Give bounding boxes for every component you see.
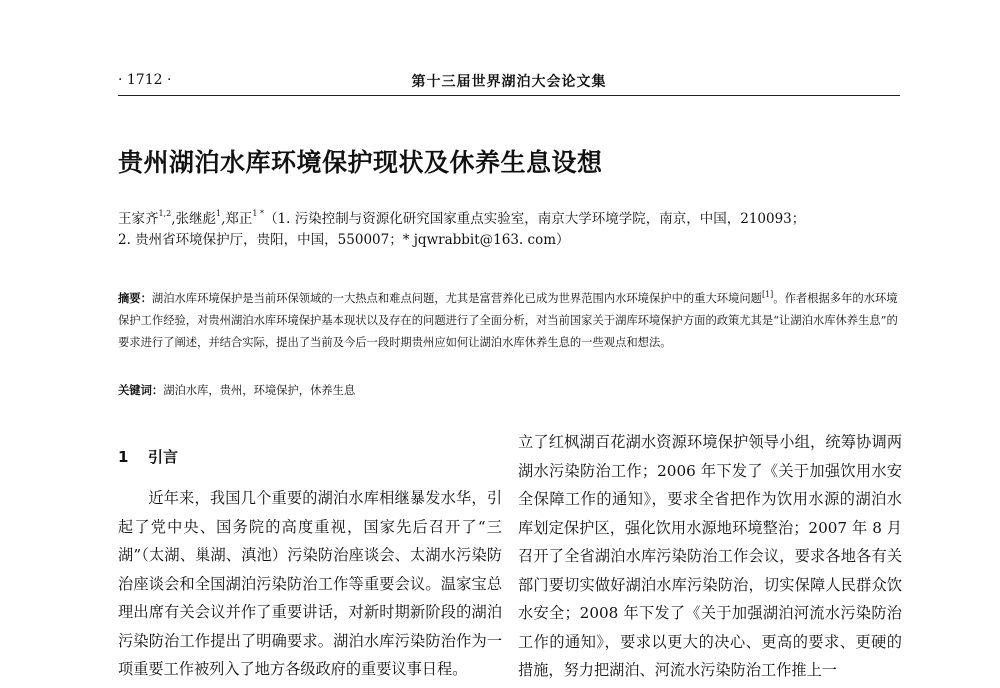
keywords-text: 湖泊水库，贵州，环境保护，休养生息: [163, 384, 356, 397]
section-title: 引言: [148, 448, 179, 466]
author-name: 郑正: [225, 211, 253, 227]
page-number: · 1712 ·: [118, 72, 172, 88]
header-rule: [118, 95, 900, 96]
section-number: 1: [118, 448, 129, 466]
abstract-text-continued: 。作者根据多年的水环境保护工作经验，对贵州湖泊水库环境保护基本现状以及存在的问题进行了全面分析，对当前国家关于湖库环境保护方面的政策尤其是“让湖泊水库休养生息”的要求进行了阐述，并结合实际，提出了当前及今后一段时期贵州应如何让湖泊水库休养生息的一些观点和想法。: [118, 292, 898, 349]
abstract-text: 湖泊水库环境保护是当前环保领域的一大热点和难点问题，尤其是富营养化已成为世界范围内水环境保护中的重大环境问题: [151, 292, 762, 305]
affiliation-line-1: （1. 污染控制与资源化研究国家重点实验室，南京大学环境学院，南京，中国，210093；: [264, 211, 806, 227]
author-separator: ,: [171, 211, 176, 227]
body-column-right: 立了红枫湖百花湖水资源环境保护领导小组，统筹协调两湖水污染防治工作；2006 年下发了《关于加强饮用水安全保障工作的通知》，要求全省把作为饮用水源的湖泊水库划定保护区，强化饮用水源地环境整治；2007 年 8 月召开了全省湖泊水库污染防治工作会议，要求各地各有关部门要切实做好湖泊水库污染防治，切实保障人民群众饮水安全；2008 年下发了《关于加强湖泊河流水污染防治工作的通知》，要求以更大的决心、更高的要求、更硬的措施，努力把湖泊、河流水污染防治工作推上一: [518, 433, 902, 679]
author-block: [118, 209, 908, 251]
author-name: 张继彪: [175, 211, 217, 227]
body-column-left: 近年来，我国几个重要的湖泊水库相继暴发水华，引起了党中央、国务院的高度重视，国家先后召开了“三湖”（太湖、巢湖、滇池）污染防治座谈会、太湖水污染防治座谈会和全国湖泊污染防治工作等重要会议。温家宝总理出席有关会议并作了重要讲话，对新时期新阶段的湖泊污染防治工作提出了明确要求。湖泊水库污染防治作为一项重要工作被列入了地方各级政府的重要议事日程。: [118, 489, 502, 678]
keywords: [118, 379, 900, 402]
running-header: [118, 66, 900, 92]
author-affiliation-mark: 1,2: [158, 209, 172, 218]
abstract-label: 摘要：: [118, 291, 152, 305]
affiliation-line-2: 2. 贵州省环境保护厅，贵阳，中国，550007；* jqwrabbit@163. com）: [118, 232, 570, 248]
citation-mark: [1]: [761, 290, 774, 299]
abstract: [118, 287, 908, 354]
keywords-label: 关键词：: [118, 383, 164, 397]
paper-title: 贵州湖泊水库环境保护现状及休养生息设想: [118, 148, 603, 177]
author-affiliation-mark: 1: [216, 209, 222, 218]
running-title: 第十三届世界湖泊大会论文集: [411, 74, 607, 90]
author-affiliation-mark: 1 *: [252, 209, 265, 218]
section-heading: [118, 446, 498, 467]
author-name: 王家齐: [118, 211, 159, 227]
author-separator: ,: [221, 211, 226, 227]
